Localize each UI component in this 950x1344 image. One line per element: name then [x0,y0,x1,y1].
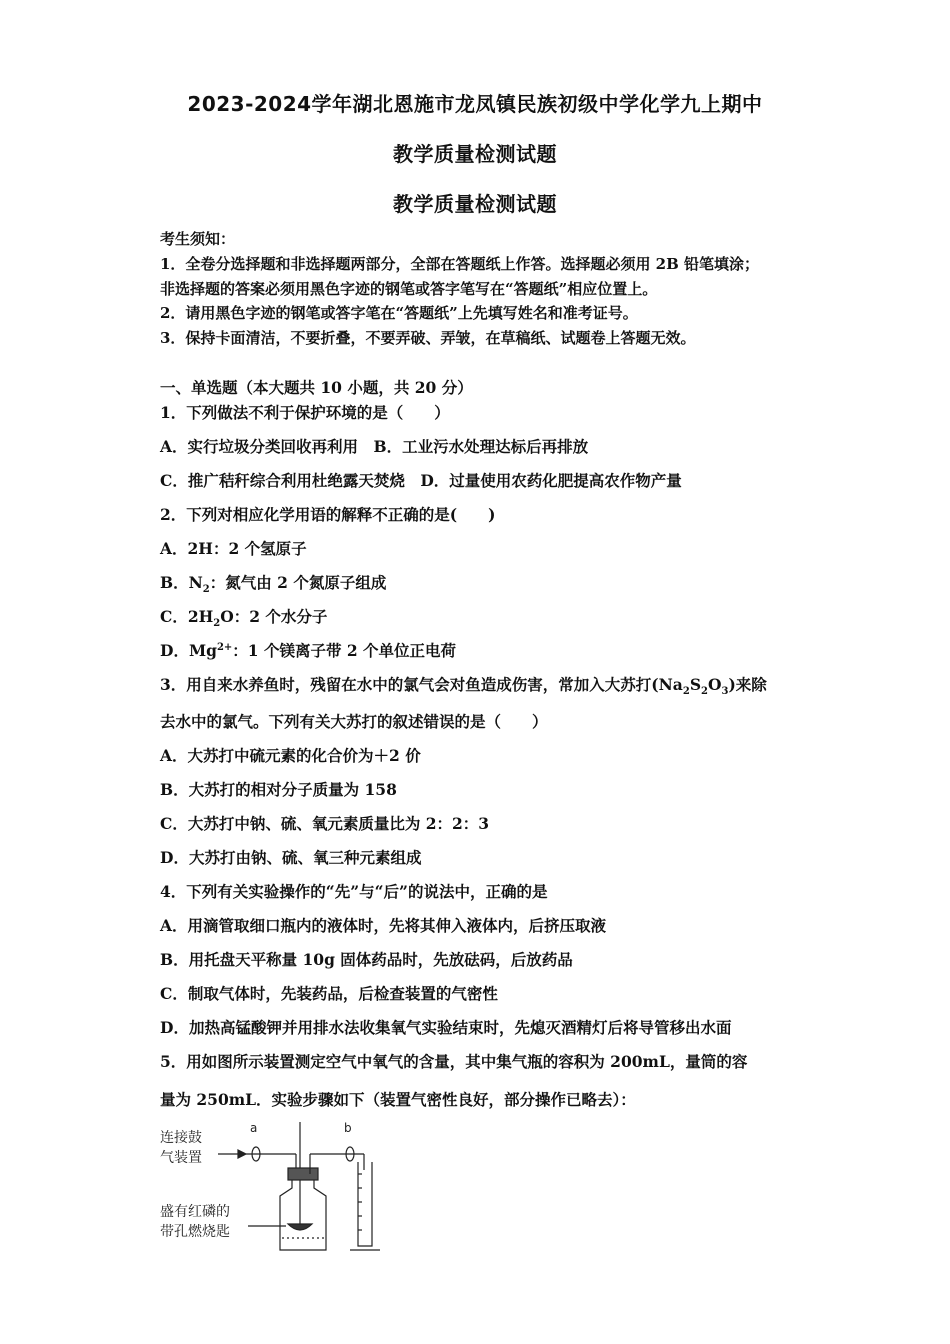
apparatus-diagram [160,1118,400,1260]
notice-item-3: 3．保持卡面清洁，不要折叠，不要弄破、弄皱，在草稿纸、试题卷上答题无效。 [160,329,696,347]
section-heading: 一、单选题（本大题共 10 小题，共 20 分） [160,378,473,397]
label-spoon-line1: 盛有红磷的 [160,1204,230,1220]
label-a: a [250,1121,258,1135]
q1-stem: 1．下列做法不利于保护环境的是（ ） [160,403,450,422]
combustion-spoon [288,1224,312,1230]
exam-title: 2023-2024学年湖北恩施市龙凤镇民族初级中学化学九上期中 [187,92,763,116]
q4-option-c: C．制取气体时，先装药品，后检查装置的气密性 [160,984,498,1003]
q2-option-b: B．$N_2$：氮气由 2 个氮原子组成 [160,573,387,596]
q2-option-a: A．2H：2 个氢原子 [160,539,307,558]
notice-item-1a: 1．全卷分选择题和非选择题两部分，全部在答题纸上作答。选择题必须用 2B 铅笔填涂； [160,255,760,273]
gas-bottle [280,1180,326,1250]
notice-heading: 考生须知： [160,230,236,248]
exam-subtitle: 教学质量检测试题 [393,142,557,166]
stopper [288,1168,318,1180]
exam-subtitle-repeat: 教学质量检测试题 [393,192,557,216]
q4-option-a: A．用滴管取细口瓶内的液体时，先将其伸入液体内，后挤压取液 [160,916,607,935]
q4-option-d: D．加热高锰酸钾并用排水法收集氧气实验结束时，先熄灭酒精灯后将导管移出水面 [160,1018,732,1037]
q1-options-cd: C．推广秸秆综合利用杜绝露天焚烧 D．过量使用农药化肥提高农作物产量 [160,471,682,490]
q5-stem-line2: 量为 250mL．实验步骤如下（装置气密性良好，部分操作已略去）： [160,1090,636,1109]
notice-item-1b: 非选择题的答案必须用黑色字迹的钢笔或答字笔写在“答题纸”相应位置上。 [160,280,658,298]
label-connect-line1: 连接鼓 [160,1130,202,1146]
q2-stem: 2．下列对相应化学用语的解释不正确的是( ) [160,505,496,524]
label-b: b [344,1121,352,1135]
label-connect-line2: 气装置 [160,1150,202,1166]
q1-options-ab: A．实行垃圾分类回收再利用 B．工业污水处理达标后再排放 [160,437,589,456]
q3-option-a: A．大苏打中硫元素的化合价为＋2 价 [160,746,421,765]
q3-stem-line2: 去水中的氯气。下列有关大苏打的叙述错误的是（ ） [160,712,548,731]
q3-option-d: D．大苏打由钠、硫、氧三种元素组成 [160,848,422,867]
q3-option-b: B．大苏打的相对分子质量为 158 [160,780,397,799]
arrow-head-icon [238,1150,246,1158]
q3-stem-line1: 3．用自来水养鱼时，残留在水中的氯气会对鱼造成伤害，常加入大苏打$(Na_2S_2O_3)$来除 [160,675,767,698]
notice-item-2: 2．请用黑色字迹的钢笔或答字笔在“答题纸”上先填写姓名和准考证号。 [160,304,638,322]
q2-option-c: C．$2H_2O$：2 个水分子 [160,607,328,630]
q2-option-d: D．$Mg^{2+}$：1 个镁离子带 2 个单位正电荷 [160,641,457,660]
q4-option-b: B．用托盘天平称量 10g 固体药品时，先放砝码，后放药品 [160,950,573,969]
q5-stem-line1: 5．用如图所示装置测定空气中氧气的含量，其中集气瓶的容积为 200mL，量筒的容 [160,1052,748,1071]
q3-option-c: C．大苏打中钠、硫、氧元素质量比为 2：2：3 [160,814,490,833]
label-spoon-line2: 带孔燃烧匙 [160,1224,230,1240]
q4-stem: 4．下列有关实验操作的“先”与“后”的说法中，正确的是 [160,882,548,901]
